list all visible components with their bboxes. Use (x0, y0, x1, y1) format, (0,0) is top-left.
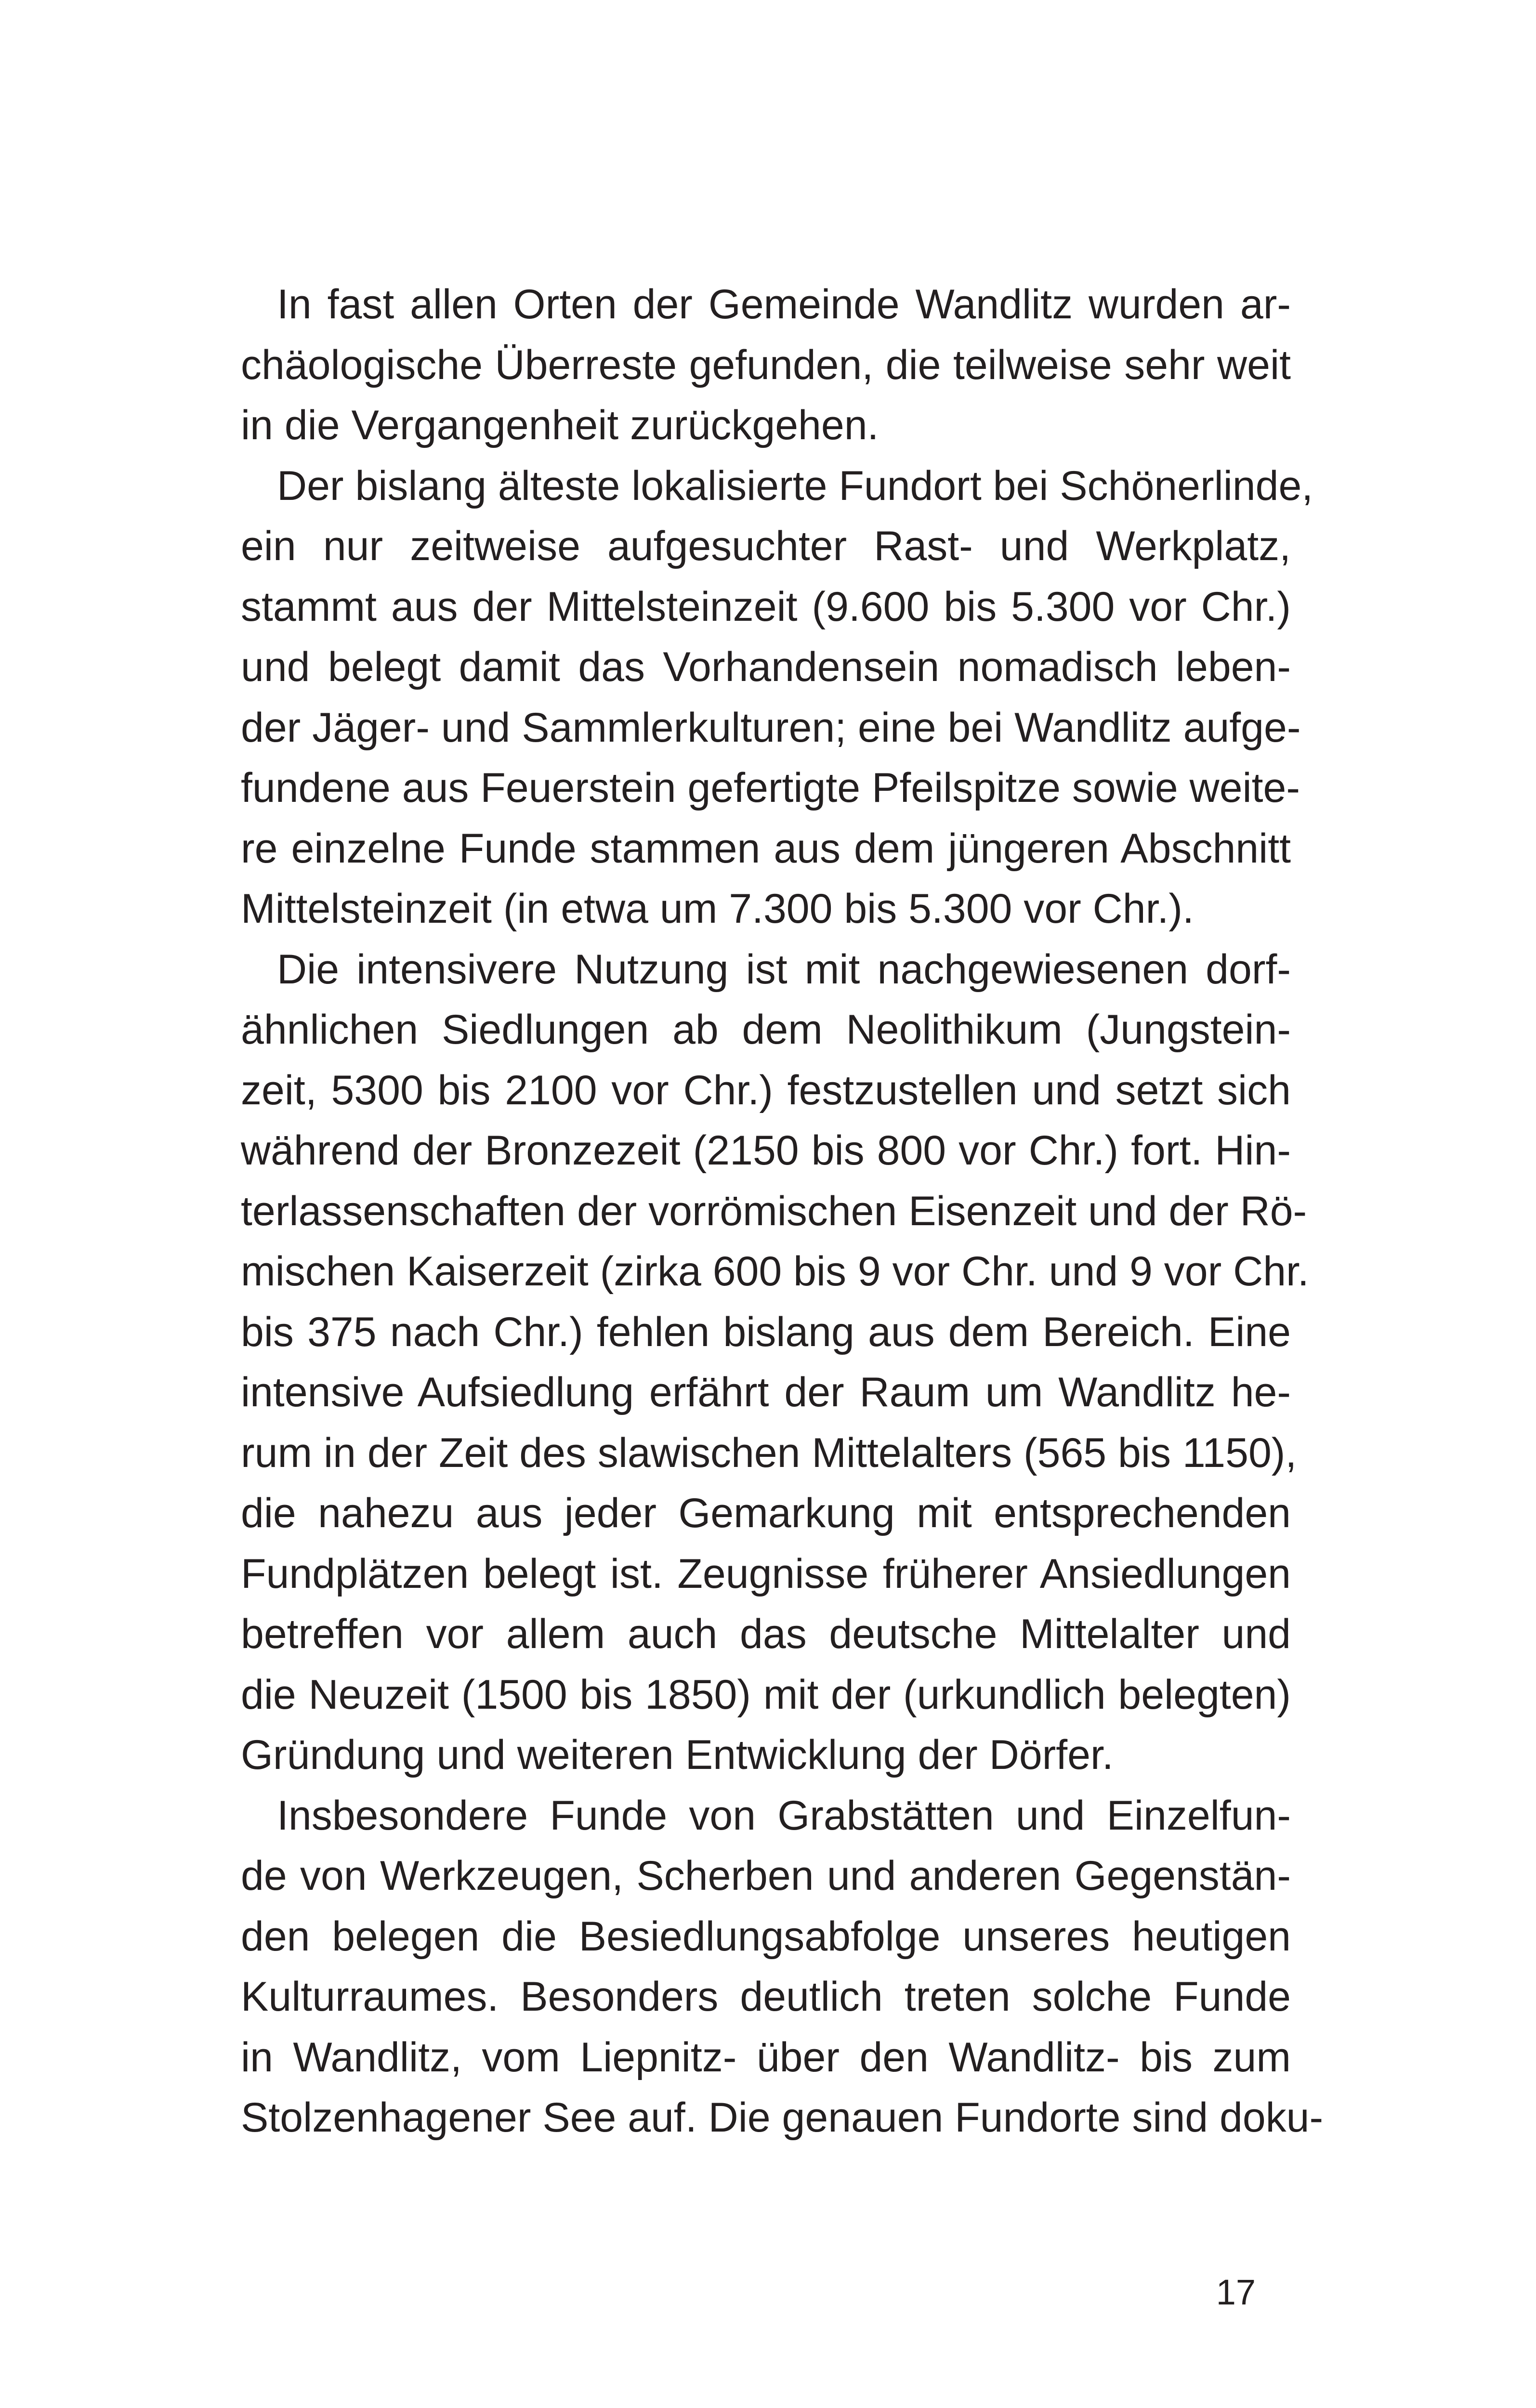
text-line: Mittelsteinzeit (in etwa um 7.300 bis 5.300 vor Chr.). (241, 886, 1194, 932)
text-line: ein nur zeitweise aufgesuchter Rast- und Werkplatz, (241, 523, 1291, 569)
text-line: bis 375 nach Chr.) fehlen bislang aus dem Bereich. Eine (241, 1309, 1291, 1355)
page-number: 17 (1216, 2272, 1256, 2312)
text-line: mischen Kaiserzeit (zirka 600 bis 9 vor Chr. und 9 vor Chr. (241, 1248, 1309, 1295)
text-line: fundene aus Feuerstein gefertigte Pfeilspitze sowie weite- (241, 765, 1300, 811)
text-line: chäologische Überreste gefunden, die teilweise sehr weit (241, 341, 1291, 388)
body-text (241, 275, 1324, 2148)
text-line: de von Werkzeugen, Scherben und anderen Gegenstän- (241, 1853, 1291, 1899)
text-line: und belegt damit das Vorhandensein nomadisch leben- (241, 644, 1291, 690)
text-line: betreffen vor allem auch das deutsche Mittelalter und (241, 1611, 1291, 1657)
text-line: den belegen die Besiedlungsabfolge unseres heutigen (241, 1913, 1291, 1960)
text-line: Kulturraumes. Besonders deutlich treten solche Funde (241, 1974, 1291, 2020)
text-line: In fast allen Orten der Gemeinde Wandlitz wurden ar- (277, 281, 1291, 327)
text-line: während der Bronzezeit (2150 bis 800 vor Chr.) fort. Hin- (241, 1127, 1291, 1174)
text-line: re einzelne Funde stammen aus dem jüngeren Abschnitt (241, 825, 1291, 872)
text-line: Fundplätzen belegt ist. Zeugnisse früherer Ansiedlungen (241, 1550, 1291, 1597)
text-line: ähnlichen Siedlungen ab dem Neolithikum (Jungstein- (241, 1007, 1291, 1053)
text-line: Der bislang älteste lokalisierte Fundort bei Schönerlinde, (277, 462, 1313, 509)
text-line: in Wandlitz, vom Liepnitz- über den Wandlitz- bis zum (241, 2034, 1291, 2081)
text-line: die nahezu aus jeder Gemarkung mit entsprechenden (241, 1490, 1291, 1536)
text-line: stammt aus der Mittelsteinzeit (9.600 bis 5.300 vor Chr.) (241, 583, 1291, 630)
text-line: zeit, 5300 bis 2100 vor Chr.) festzustellen und setzt sich (241, 1067, 1291, 1113)
text-line: der Jäger- und Sammlerkulturen; eine bei Wandlitz aufge- (241, 704, 1301, 751)
text-line: Insbesondere Funde von Grabstätten und Einzelfun- (277, 1792, 1291, 1839)
text-line: intensive Aufsiedlung erfährt der Raum um Wandlitz he- (241, 1369, 1291, 1415)
text-line: Stolzenhagener See auf. Die genauen Fundorte sind doku- (241, 2094, 1324, 2141)
text-line: Gründung und weiteren Entwicklung der Dörfer. (241, 1732, 1114, 1778)
text-line: rum in der Zeit des slawischen Mittelalters (565 bis 1150), (241, 1429, 1297, 1476)
text-line: terlassenschaften der vorrömischen Eisenzeit und der Rö- (241, 1188, 1307, 1234)
text-line: die Neuzeit (1500 bis 1850) mit der (urkundlich belegten) (241, 1671, 1291, 1718)
text-line: in die Vergangenheit zurückgehen. (241, 402, 879, 448)
text-line: Die intensivere Nutzung ist mit nachgewiesenen dorf- (277, 946, 1291, 993)
